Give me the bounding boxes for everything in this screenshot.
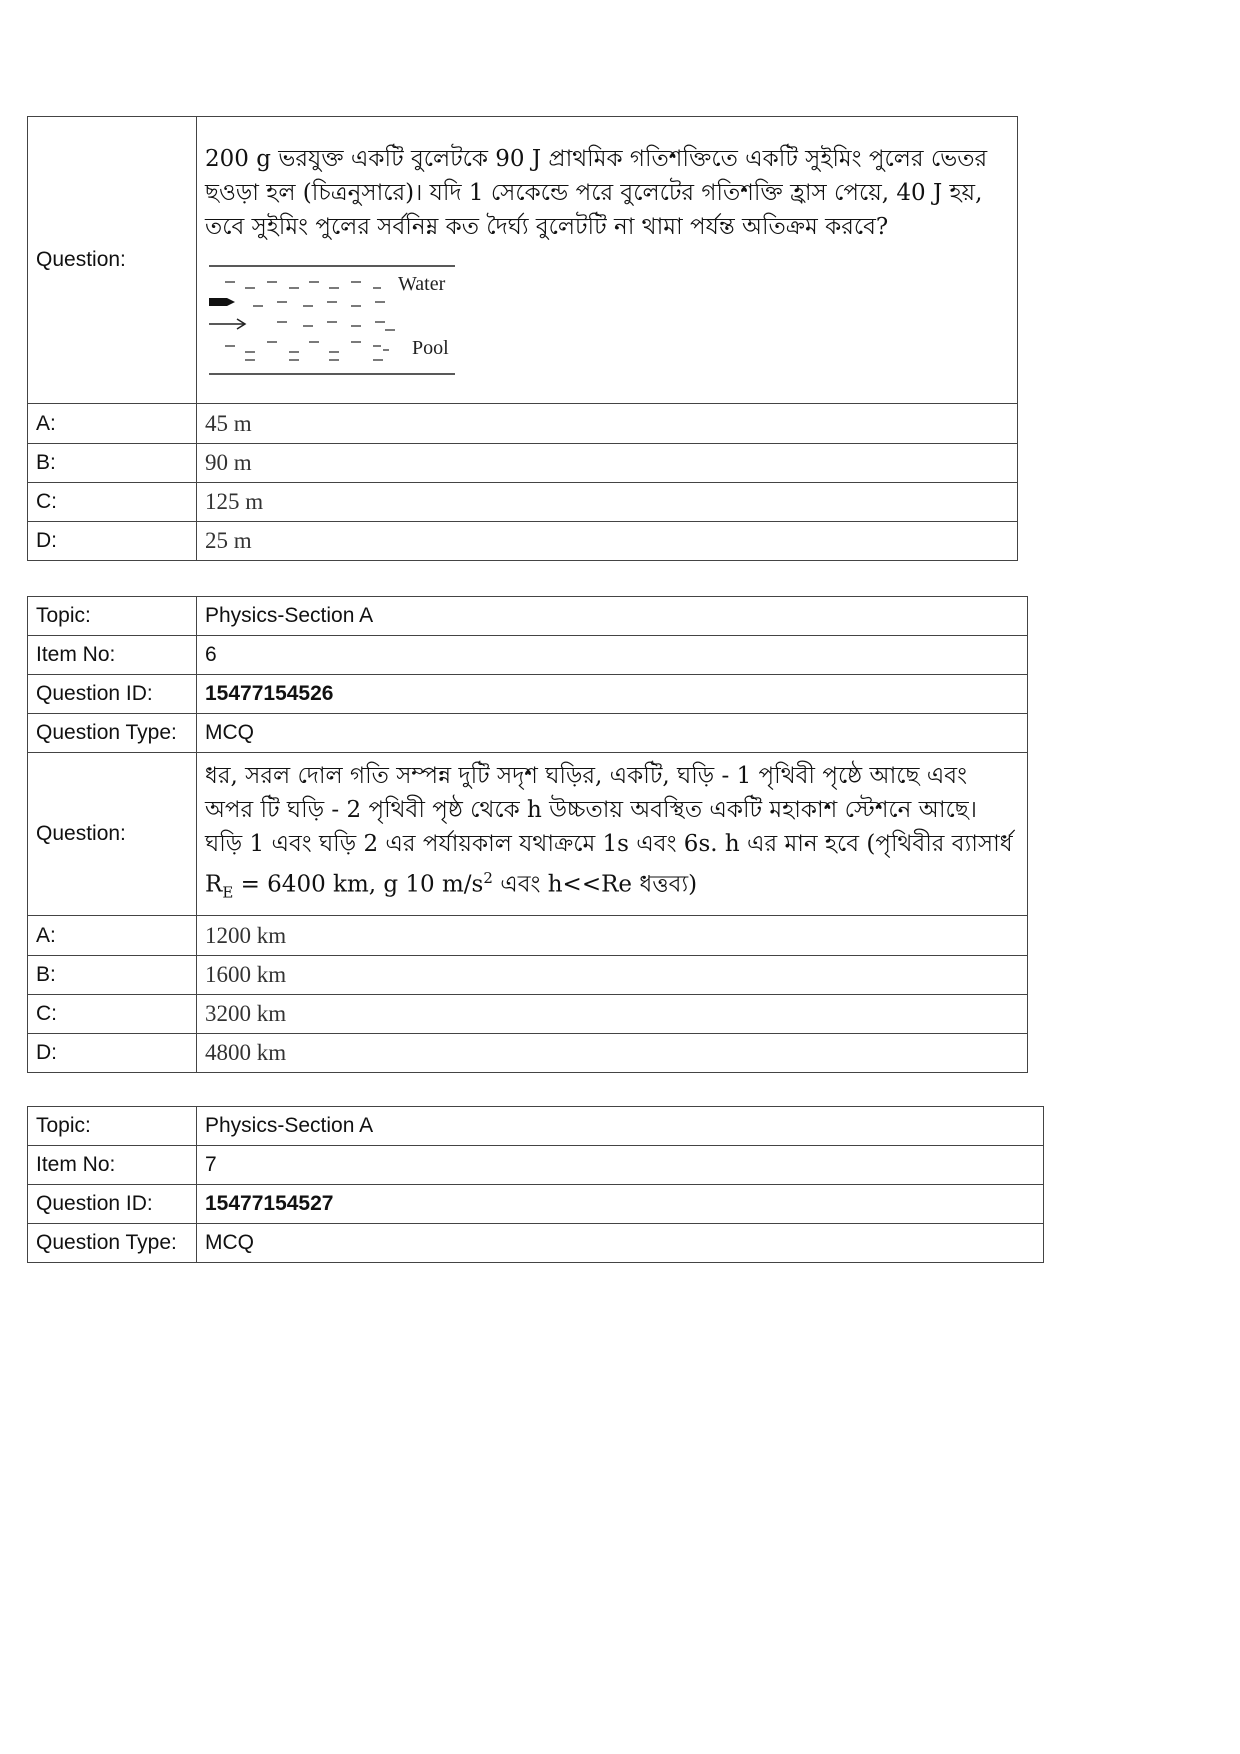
option-value: 1200 km xyxy=(197,916,1028,956)
item-no-row xyxy=(28,1146,1044,1185)
question-id-row xyxy=(28,675,1028,714)
question-label: Question: xyxy=(28,753,197,916)
question-id-label: Question ID: xyxy=(28,675,197,714)
option-value: 3200 km xyxy=(197,995,1028,1034)
question-row xyxy=(28,117,1018,404)
option-value: 45 m xyxy=(197,404,1018,444)
question-id-value: 15477154526 xyxy=(197,675,1028,714)
option-value: 90 m xyxy=(197,444,1018,483)
water-label: Water xyxy=(398,273,446,295)
option-row-d xyxy=(28,522,1018,561)
option-row-a xyxy=(28,916,1028,956)
bullet-icon xyxy=(209,298,235,306)
question-type-label: Question Type: xyxy=(28,1224,197,1263)
question-cell xyxy=(197,117,1018,404)
pool-label: Pool xyxy=(412,337,449,359)
question-id-row xyxy=(28,1185,1044,1224)
item-no-value: 7 xyxy=(197,1146,1044,1185)
option-label: C: xyxy=(28,995,197,1034)
question-table-6 xyxy=(27,596,1028,1073)
option-row-a xyxy=(28,404,1018,444)
question-cell xyxy=(197,753,1028,916)
item-no-row xyxy=(28,636,1028,675)
question-text: ধর, সরল দোল গতি সম্পন্ন দুটি সদৃশ ঘড়ির, একটি, ঘড়ি - 1 পৃথিবী পৃষ্ঠে আছে এবং অপর টি ঘড়ি - 2 পৃথিবী পৃষ্ঠ থেকে h উচ্চতায় অবস্থিত একটি মহাকাশ স্টেশনে আছে। ঘড়ি 1 এবং ঘড়ি 2 এর পর্যায়কাল যথাক্রমে 1s এবং 6s. h এর মান হবে (পৃথিবীর ব্যাসার্ধ $R_E = 6400$ km, g 10 $m/s^2$ এবং h<<Re ধত্তব্য) xyxy=(205,763,1013,902)
option-label: D: xyxy=(28,1034,197,1073)
question-table-7 xyxy=(27,1106,1044,1263)
question-type-row xyxy=(28,1224,1044,1263)
option-row-c xyxy=(28,995,1028,1034)
option-value: 4800 km xyxy=(197,1034,1028,1073)
item-no-value: 6 xyxy=(197,636,1028,675)
pool-figure xyxy=(205,262,465,380)
option-label: A: xyxy=(28,916,197,956)
option-row-b xyxy=(28,956,1028,995)
question-type-row xyxy=(28,714,1028,753)
topic-row xyxy=(28,597,1028,636)
option-label: D: xyxy=(28,522,197,561)
option-label: B: xyxy=(28,956,197,995)
question-label: Question: xyxy=(28,117,197,404)
question-id-label: Question ID: xyxy=(28,1185,197,1224)
question-id-value: 15477154527 xyxy=(197,1185,1044,1224)
question-type-value: MCQ xyxy=(197,1224,1044,1263)
topic-row xyxy=(28,1107,1044,1146)
option-row-d xyxy=(28,1034,1028,1073)
option-value: 125 m xyxy=(197,483,1018,522)
option-label: C: xyxy=(28,483,197,522)
question-text: 200 g ভরযুক্ত একটি বুলেটকে 90 J প্রাথমিক গতিশক্তিতে একটি সুইমিং পুলের ভেতর ছওড়া হল (চিত্রনুসারে)। যদি 1 সেকেন্ডে পরে বুলেটের গতিশক্তি হ্রাস পেয়ে, 40 J হয়, তবে সুইমিং পুলের সর্বনিম্ন কত দৈর্ঘ্য বুলেটটি না থামা পর্যন্ত অতিক্রম করবে? xyxy=(205,146,988,240)
question-row xyxy=(28,753,1028,916)
topic-label: Topic: xyxy=(28,597,197,636)
question-type-value: MCQ xyxy=(197,714,1028,753)
option-label: B: xyxy=(28,444,197,483)
option-value: 25 m xyxy=(197,522,1018,561)
question-table-5 xyxy=(27,116,1018,561)
question-type-label: Question Type: xyxy=(28,714,197,753)
option-value: 1600 km xyxy=(197,956,1028,995)
topic-value: Physics-Section A xyxy=(197,1107,1044,1146)
topic-label: Topic: xyxy=(28,1107,197,1146)
option-row-b xyxy=(28,444,1018,483)
item-no-label: Item No: xyxy=(28,1146,197,1185)
option-label: A: xyxy=(28,404,197,444)
option-row-c xyxy=(28,483,1018,522)
item-no-label: Item No: xyxy=(28,636,197,675)
topic-value: Physics-Section A xyxy=(197,597,1028,636)
